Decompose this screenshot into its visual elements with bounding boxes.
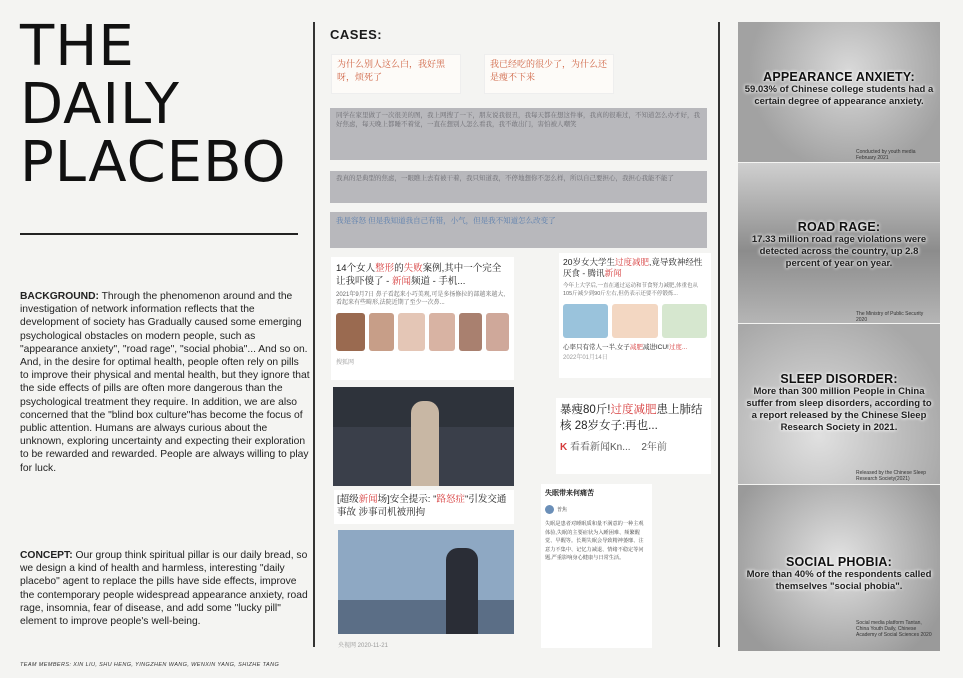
article-author: 普焦 — [557, 507, 568, 513]
cases-heading: CASES: — [330, 27, 383, 42]
panel-text — [744, 70, 934, 108]
news3-title-highlight: 过度减肥 — [610, 404, 657, 416]
panel-heading: ROAD RAGE: — [797, 220, 881, 234]
article-title: 失眠带来何痛苦 — [545, 490, 594, 497]
panel-description — [744, 569, 934, 593]
concept-label: CONCEPT — [20, 550, 70, 561]
news-card-weight-loss — [556, 398, 711, 474]
panel-body-part: More than — [746, 569, 795, 580]
background-text: Through the phenomenon around and the investigation of network information reflects that the development of society has Gradually caused some emerging psychological obstacles on modern people, such as "appearance anxiety", "road rage", "social phobia"... And so on. And, in the desire for optimal health, people often rely on pills to improve their physical and mental health, but they ignore that the side effects of pills are often more dangerous than the psychological treatment they require. In addition, we are also concerned that the "blind box culture"has become the focus of public attention. Humans are always curious about the unknown, exploring uncertainty and expecting their exploration to be rewarded and rewarded. People are always willing to play for luck. — [20, 291, 310, 474]
panel-source: Conducted by youth media February 2021 — [856, 149, 916, 161]
news2-title-highlight: 过度减肥 — [614, 257, 649, 267]
news4-title — [337, 493, 511, 519]
panel-social-phobia — [738, 485, 940, 651]
panel-text — [744, 220, 934, 270]
video-thumbnail-livestream — [333, 387, 514, 486]
comment-screenshot-1 — [330, 108, 707, 160]
concept-paragraph: CONCEPT: Our group think spiritual pillar is our daily bread, so we design a kind of health and harmless, interesting "daily placebo" agent to replace the pills have side effects, improve the contemporary people widespread appearance anxiety, road rage, insomnia, fear of disease, and add some "lucky pill" element to improve people's well-being. — [20, 550, 308, 628]
news3-title — [560, 402, 707, 434]
news2-title-highlight: 新闻 — [604, 268, 622, 278]
concept-text: Our group think spiritual pillar is our daily bread, so we design a kind of health and harmless, interesting "daily placebo" agent to replace the pills have side effects, improve the contemporary people widespread appearance anxiety, road rage, insomnia, fear of disease, and add some "lucky pill" element to improve people's well-being. — [20, 550, 308, 628]
news4-title-part: [超级 — [337, 494, 359, 505]
news4-title-highlight: 路怒症 — [436, 494, 465, 505]
news1-title-part: 案例,其中一个完全让我吓傻了 - — [336, 263, 502, 287]
panel-body: of Chinese college students had a certain degree of appearance anxiety. — [754, 84, 934, 107]
comment-text-1: 同学在家里做了一次很美的图，我上网搜了一下，朋友说我很丑，我每天都在想这件事，我真的很难过，不知道怎么办才好，我好焦虑，每天晚上都睡不着觉，一直在想别人怎么看我，我不敢出门，害怕被人嘲笑 — [336, 112, 700, 128]
title-line-3: PLACEBO — [20, 130, 287, 195]
panel-body-part: of the respondents called themselves "social phobia". — [775, 569, 932, 592]
news1-source: 搜狐网 — [336, 360, 355, 366]
news3-meta — [560, 438, 707, 453]
panel-heading: APPEARANCE ANXIETY: — [763, 70, 915, 84]
panel-stat: 59.03% — [744, 84, 777, 95]
panel-body: More than 300 million People in China suffer from sleep disorders, according to a report released by the Chinese Sleep Research Society in 2021. — [746, 386, 932, 433]
face-photo-thumb — [398, 313, 425, 351]
news1-title-part: 频道 - 手机... — [410, 276, 466, 287]
news4-title-part: 场]安全提示: " — [377, 494, 437, 505]
comment-text-3: 我是容怒 但是我知道我自己有错，小气，但是我不知道怎么改变了 — [336, 216, 556, 225]
panel-description — [744, 84, 934, 108]
news-card-road-rage — [334, 490, 514, 524]
quote-bubble-1: 为什么别人这么白，我好黑呀，烦死了 — [331, 54, 461, 94]
news-card-excessive-diet — [559, 253, 711, 378]
panel-body: road rage violations were detected across the country, up 2.8 percent of year on year. — [759, 234, 927, 269]
news1-title-highlight: 新闻 — [391, 276, 411, 287]
comment-text-2: 我真的是典型的焦虑，一眼瞧上去有被干着，我只知道我，不停地想你不怎么样，所以自己要担心，我担心我能不能了 — [336, 175, 674, 182]
news3-title-part: 患上肺结核 28岁女子:再也... — [560, 404, 703, 432]
panel-text — [744, 555, 934, 593]
page-title — [20, 14, 310, 195]
news3-title-part: 暴瘦80斤! — [560, 404, 611, 416]
news2-title-part: ,竟导致神经性厌食 - 腾讯 — [563, 257, 703, 278]
panel-source: Released by the Chinese Sleep Research Society(2021) — [856, 470, 927, 482]
panel-road-rage — [738, 163, 940, 323]
face-photo-thumb — [486, 313, 509, 351]
presenter-figure — [411, 401, 439, 486]
face-photo-thumb — [369, 313, 394, 351]
illustration-thumb — [563, 304, 608, 338]
news3-source: 看看新闻Kn... — [570, 442, 631, 453]
panel-heading: SLEEP DISORDER: — [780, 372, 898, 386]
face-photo-thumb — [459, 313, 482, 351]
news4-title-highlight: 新闻 — [358, 494, 378, 505]
news1-title-part: 14个女人 — [336, 263, 376, 274]
panel-text — [744, 372, 934, 434]
bridge-scene — [338, 530, 514, 600]
quote-bubble-2: 我已经吃的很少了，为什么还是瘦不下来 — [484, 54, 614, 94]
article-author-row — [545, 505, 648, 514]
news1-title — [336, 262, 509, 288]
news2-title-part: 20岁女大学生 — [563, 257, 615, 267]
kankan-logo-icon: K — [560, 442, 568, 453]
news1-thumbnails — [336, 313, 509, 351]
news1-title-highlight: 失败 — [403, 263, 423, 274]
news1-summary: 2021年9月7日 鼻子看起来小巧美观,可是多扬修拉的部越来越大,看起来有些畸形,法院近期了至少一次鼻... — [336, 292, 506, 306]
title-line-2: DAILY — [20, 72, 180, 137]
news2-title — [563, 257, 707, 279]
news1-title-part: 的 — [394, 263, 404, 274]
panel-stat: 40% — [794, 569, 814, 580]
panel-source: Social media platform Tantan, China Youth Daily, Chinese Academy of Social Sciences 2020 — [856, 620, 932, 638]
news2-illustrations — [563, 304, 707, 338]
avatar — [545, 505, 554, 514]
face-photo-thumb — [429, 313, 454, 351]
background-paragraph: BACKGROUND: Through the phenomenon around and the investigation of network information reflects that the development of society has Gradually caused some emerging psychological obstacles on modern people, such as "appearance anxiety", "road rage", "social phobia"... And so on. And, in the desire for optimal health, people often rely on pills to improve their physical and mental health, but they ignore that the side effects of pills are often more dangerous than the psychological treatment they require. In addition, we are also concerned that the "blind box culture"has become the focus of public attention. Humans are always curious about the unknown, exploring uncertainty and expecting their exploration to be rewarded and rewarded. People are always willing to play for luck. — [20, 291, 310, 474]
panel-heading: SOCIAL PHOBIA: — [785, 555, 893, 569]
illustration-thumb — [662, 304, 707, 338]
panel-sleep-disorder — [738, 324, 940, 484]
news4-source: 央视网 2020-11-21 — [338, 643, 388, 649]
news2-footer-part: 减进ICU! — [642, 344, 669, 351]
title-line-1: THE — [20, 14, 135, 79]
news4-title-part: "引发交通事故 涉事司机被刑拘 — [337, 494, 507, 518]
illustration-thumb — [612, 304, 657, 338]
news2-footer-highlight: 减肥 — [629, 344, 643, 351]
news2-footer — [563, 343, 707, 352]
background-label: BACKGROUND — [20, 291, 96, 302]
panel-stat: 17.33 million — [751, 234, 809, 245]
news2-footer-part: 心率只有常人一半,女子 — [563, 344, 630, 351]
column-divider-right — [718, 22, 720, 647]
panel-description — [744, 234, 934, 270]
video-thumbnail-road-rage-report — [338, 530, 514, 634]
news2-date: 2022年01月14日 — [563, 355, 608, 361]
face-photo-thumb — [336, 313, 365, 351]
article-body: 失眠是患者对睡眠质和量不满意的一种主观体验,失眠的主要症状为入睡困难、频繁醒觉、早醒等。长期失眠会导致精神萎靡、注意力不集中、记忆力减退、情绪不稳定等问题,严重影响身心健康与日常生活。 — [545, 521, 644, 561]
article-card-insomnia — [541, 484, 652, 648]
news2-footer-highlight: 过度... — [668, 344, 688, 351]
news1-title-highlight: 整形 — [375, 263, 395, 274]
comment-screenshot-2 — [330, 171, 707, 203]
news3-time: 2年前 — [641, 442, 667, 453]
title-divider — [20, 233, 298, 235]
column-divider-left — [313, 22, 315, 647]
anchor-figure — [446, 548, 478, 634]
panel-source: The Ministry of Public Security 2020 — [856, 311, 924, 323]
team-members: TEAM MEMBERS: XIN LIU, SHU HENG, YINGZHEN WANG, WENXIN YANG, SHIZHE TANG — [20, 662, 280, 668]
panel-appearance-anxiety — [738, 22, 940, 162]
comment-screenshot-3 — [330, 212, 707, 248]
news-card-cosmetic-surgery — [331, 257, 514, 380]
news2-summary: 今年上大学后,一直在通过运动和节食努力减肥,体重也从105斤减少到90斤左右,但仍表示还要不停锻炼... — [563, 283, 699, 297]
